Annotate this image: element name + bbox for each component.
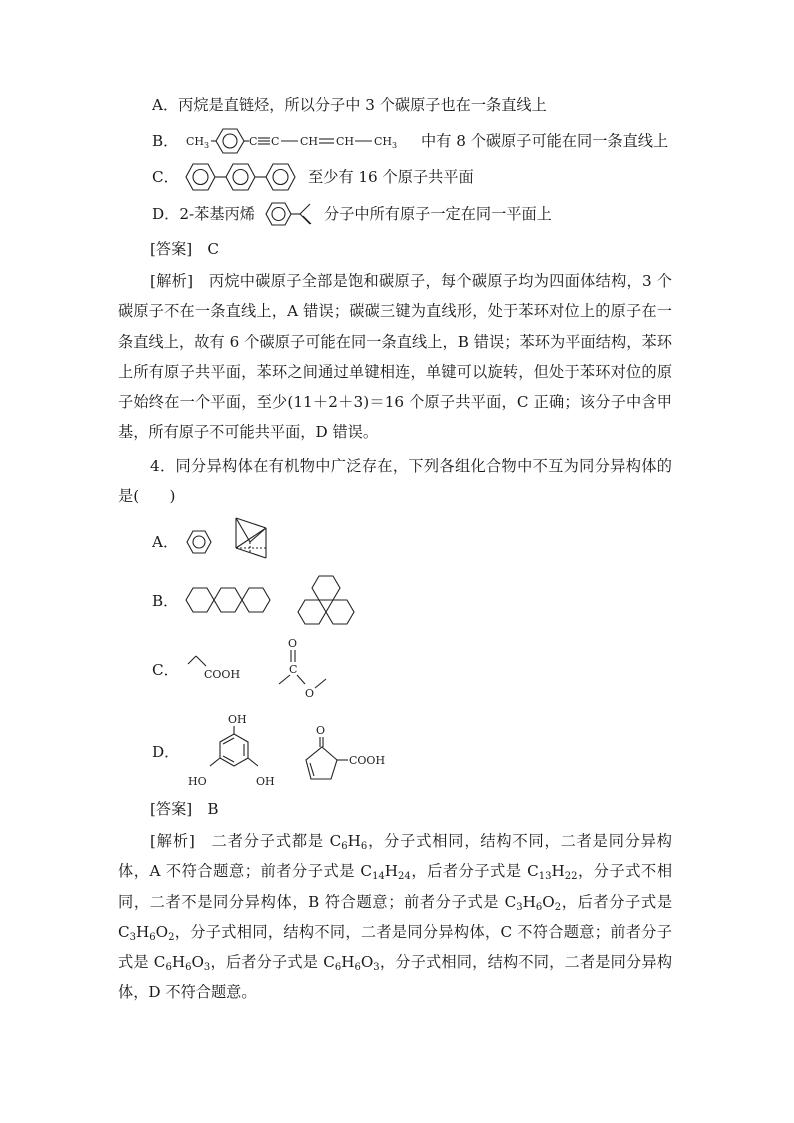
svg-text:3: 3	[392, 141, 398, 150]
q3-option-b-structure	[186, 124, 416, 158]
q4-option-c-structures	[184, 632, 334, 702]
q3-option-b-text: 中有 8 个碳原子可能在同一条直线上	[421, 132, 669, 150]
q4-stem: 4．同分异构体在有机物中广泛存在，下列各组化合物中不互为同分异构体的是( )	[118, 457, 672, 506]
perhydroanthracene	[186, 588, 270, 612]
svg-text:COOH: COOH	[204, 668, 241, 681]
q3-option-a: A．丙烷是直链烃，所以分子中 3 个碳原子也在一条直线上	[152, 96, 547, 114]
answer-label: [答案]	[150, 240, 193, 258]
q4-option-d-label: D．	[152, 743, 180, 761]
answer-label: [答案]	[150, 800, 193, 818]
svg-text:CH: CH	[374, 135, 393, 148]
analysis-text: 丙烷中碳原子全部是饱和碳原子，每个碳原子均为四面体结构，3 个碳原子不在一条直线上，A 错误；碳碳三键为直线形，处于苯环对位上的原子在一条直线上，故有 6 个碳原子可能在同一条直线上，B 错误；苯环为平面结构，苯环上所有原子共平面，苯环之间通过单键相连，单键可以旋转，但处于苯环对位的原子始终在一个平面，至少(11＋2＋3)＝16 个原子共平面，C 正确；该分子中含甲基，所有原子不可能共平面，D 错误。	[118, 272, 672, 442]
q4-option-a-label: A．	[152, 533, 179, 551]
q3-answer	[150, 239, 219, 259]
q3-option-c-terphenyl	[184, 161, 304, 193]
svg-text:O: O	[288, 637, 298, 650]
svg-text:CH: CH	[300, 135, 319, 148]
answer-value: C	[207, 240, 220, 258]
b-benzene-ring	[216, 129, 244, 153]
q4-answer	[150, 799, 219, 819]
svg-text:O: O	[305, 687, 315, 700]
svg-text:3: 3	[204, 141, 210, 150]
q3-option-b-label: B．	[152, 132, 179, 150]
q4-option-b-structures	[184, 572, 354, 628]
q3-option-c-label: C．	[152, 168, 179, 186]
svg-text:OH: OH	[256, 775, 275, 788]
svg-text:HO: HO	[188, 775, 207, 788]
q3-option-d-text: 分子中所有原子一定在同一平面上	[324, 205, 552, 223]
methyl-acetate	[279, 637, 326, 700]
svg-text:CH: CH	[336, 135, 355, 148]
q4-option-b-label: B．	[152, 592, 179, 610]
svg-text:COOH: COOH	[349, 754, 386, 767]
answer-value: B	[207, 800, 219, 818]
q3-option-c-text: 至少有 16 个原子共平面	[308, 168, 474, 186]
svg-text:C: C	[249, 135, 258, 148]
benzene-ring	[187, 531, 211, 553]
q4-option-c-label: C．	[152, 661, 179, 679]
q3-option-d-label: D．2-苯基丙烯	[152, 205, 255, 223]
svg-text:O: O	[316, 724, 326, 737]
propanoic-acid	[188, 656, 240, 681]
q3-option-d-structure	[264, 199, 324, 229]
cyclopentenone-acid	[306, 724, 385, 779]
prismane	[236, 518, 266, 558]
phloroglucinol	[188, 713, 275, 788]
perhydrophenalene	[298, 576, 354, 624]
svg-text:C: C	[289, 663, 298, 676]
analysis-label: [解析]	[150, 272, 194, 290]
q3-analysis	[118, 266, 672, 448]
svg-text:OH: OH	[228, 713, 247, 726]
b-ch3-left: CH	[186, 135, 205, 148]
svg-text:C: C	[271, 135, 280, 148]
analysis-label: [解析]	[150, 832, 195, 850]
q4-analysis: [解析] 二者分子式都是 $C_6H_6$，分子式相同，结构不同，二者是同分异构体，A 不符合题意；前者分子式是 $C_{14}H_{24}$，后者分子式是 $C_{13}H_{22}$，分子式不相同，二者不是同分异构体，B 符合题意；前者分子式是 $C_3H_6O_2$，后者分子式是 $C_3H_6O_2$，分子式相同，结构不同，二者是同分异构体，C 不符合题意；前者分子式是 $C_6H_6O_3$，后者分子式是 $C_6H_6O_3$，分子式相同，结构不同，二者是同分异构体，D 不符合题意。	[118, 832, 673, 1002]
q4-option-a-structures	[184, 514, 284, 564]
q4-option-d-structures	[186, 708, 386, 792]
